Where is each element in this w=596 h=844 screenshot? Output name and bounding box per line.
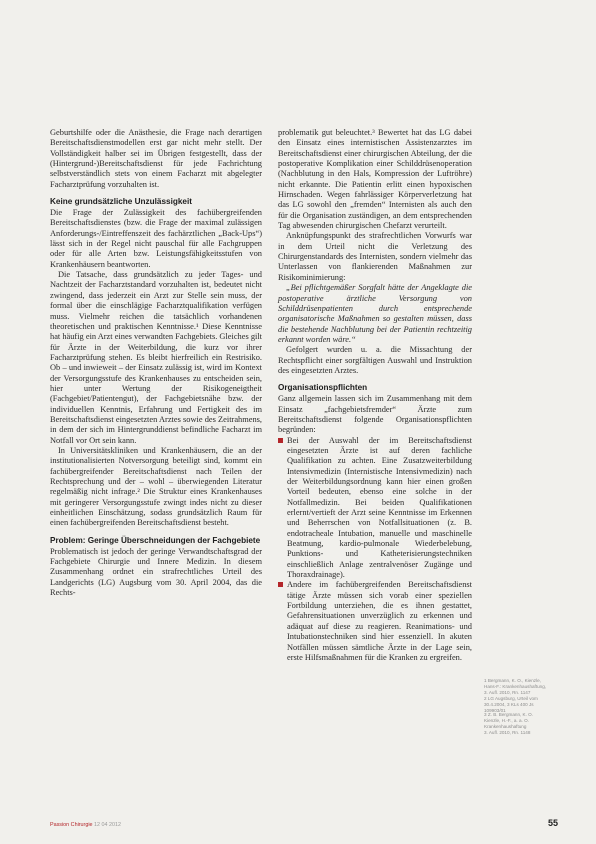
sidenote-line: Krankenhaushaftung <box>484 724 527 729</box>
list-item <box>278 580 472 663</box>
square-bullet-icon <box>278 438 283 443</box>
bullet-list <box>278 436 472 664</box>
paragraph: Die Frage der Zulässigkeit des fachübergreifenden Bereitschaftsdienstes (bzw. die Frage der maximal zulässigen Anforderungs-/Eintreffenszeit des fachärztlichen „Back-Ups“) lässt sich in der Regel nicht pauschal für alle Fachgruppen oder für alle Arten bzw. Leistungsfähigkeitsstufen von Krankenhäusern beantworten. <box>50 208 262 269</box>
sidenote-line: 109903/01 <box>484 708 506 713</box>
left-text-column <box>50 128 262 598</box>
quotation: „Bei pflichtgemäßer Sorgfalt hätte der Angeklagte die postoperative ärztliche Versorgung von Schilddrüsenpatienten durch entsprechende organisatorische Maßnahmen so gestalten müssen, dass die bestehende Nachblutung bei der Patientin rechtzeitig erkannt worden wäre.“ <box>278 283 472 344</box>
sidenote-line: 1 Bergmann, K. O., Kienzle, <box>484 678 541 683</box>
sidenote-references-2 <box>484 712 560 736</box>
page-number: 55 <box>548 818 559 828</box>
sidenote-line: 3. Aufl. 2010, Rn. 1148 <box>484 730 531 735</box>
paragraph: problematik gut beleuchtet.³ Bewertet hat das LG dabei den Einsatz eines internistischen Assistenzarztes im Bereitschaftsdienst einer chirurgischen Abteilung, der die postoperative Komplikation einer Schilddrüsenoperation (Nachblutung in den Hals, Kompression der Luftröhre) nicht erkannte. Die Patientin erlitt einen hypoxischen Hirnschaden. Wegen fahrlässiger Körperverletzung hat das LG sowohl den „fremden“ Internisten als auch den für die Organisation zuständigen, an dem entsprechenden Tag abwesenden chirurgischen Chefarzt verurteilt. <box>278 128 472 231</box>
right-text-column <box>278 128 472 663</box>
sidenote-line: Kienzle, H.-F., a. a. O. <box>484 718 529 723</box>
section-heading: Keine grundsätzliche Unzulässigkeit <box>50 197 192 207</box>
paragraph: In Universitätskliniken und Krankenhäusern, die an der institutionalisierten Notversorgung beteiligt sind, kommt ein fachübergreifender Bereitschaftsdienst nach Teilen der Rechtsprechung und der – wohl – überwiegenden Literatur regelmäßig nicht infrage.² Die Struktur eines Krankenhauses mit geringerer Versorgungsstufe zwingt indes nicht zu dieser einheitlichen Einschätzung, sodass grundsätzlich Raum für einen fachübergreifenden Bereitschaftsdienst besteht. <box>50 445 262 528</box>
sidenote-line: 3. Aufl. 2010, Rn. 1147 <box>484 690 531 695</box>
paragraph: Geburtshilfe oder die Anästhesie, die Frage nach derartigen Bereitschaftsdienstmodellen erst gar nicht mehr stellt. Der Vollständigkeit halber sei im Übrigen festgestellt, dass der (Hintergrund-)Bereitschaftsdienst für jede Fachrichtung selbstverständlich stets von einem Facharzt mit abgelegter Facharztprüfung vorzuhalten ist. <box>50 128 262 189</box>
issue-date: 12 04 2012 <box>94 822 122 828</box>
sidenote-line: Hans-F.: Krankenhaushaftung, <box>484 684 547 689</box>
paragraph: Gefolgert wurden u. a. die Missachtung der Rechtspflicht einer sorgfältigen Auswahl und Instruktion des eingesetzten Arztes. <box>278 345 472 375</box>
square-bullet-icon <box>278 582 283 587</box>
list-item <box>278 436 472 581</box>
paragraph: Problematisch ist jedoch der geringe Verwandtschaftsgrad der Fachgebiete Chirurgie und Innere Medizin. In diesem Zusammenhang ordnet ein strafrechtliches Urteil des Landgerichts (LG) Augsburg vom 30. April 2004, das die Rechts- <box>50 546 262 598</box>
list-item-text: Bei der Auswahl der im Bereitschaftsdienst eingesetzten Ärzte ist auf deren fachliche Qualifikation zu achten. Eine Zusatzweiterbildung Intensivmedizin (Internistische Intensivmedizin) nach der Weiterbildungsordnung kann hier einen großen Vorteil bedeuten, ebenso eine solche in der Notfallmedizin. Bei beiden Qualifikationen erlernt/vertieft der Arzt seine Kenntnisse im Erkennen und Beherrschen von Notfallsituationen (z. B. endotracheale Intubation, manuelle und maschinelle Beatmung, kardio-pulmonale Wiederbelebung, Punktions- und Katheterisierungstechniken einschließlich Anlage zentralvenöser Zugänge und Thoraxdrainage). <box>287 435 472 580</box>
paragraph: Die Tatsache, dass grundsätzlich zu jeder Tages- und Nachtzeit der Facharztstandard vorzuhalten ist, bedeutet nicht zwingend, dass jederzeit ein Arzt zur Stelle sein muss, der formal über die einschlägige Facharztqualifikation verfügen muss. Vielmehr reichen die tatsächlich vorhandenen theoretischen und praktischen Kenntnisse.¹ Diese Kenntnisse hat häufig ein Arzt eines verwandten Fachgebiets. Gleiches gilt für Ärzte in der Weiterbildung, die kurz vor ihrer Facharztprüfung stehen. Es bleibt hierfreilich ein Restrisiko. Ob – und inwieweit – der Einsatz zulässig ist, wird im Kontext der Versorgungsstufe des Krankenhauses zu entscheiden sein, hier unter Wertung der Risikogeneigtheit (Fachgebiet/Patientengut), der Fachgebietsnähe bzw. der individuellen Kenntnis, Erfahrung und Fertigkeit des im Bereitschaftsdienst eingesetzten Arztes sowie des Zeitrahmens, in dem der sich im Hintergrunddienst befindliche Facharzt im Notfall vor Ort sein kann. <box>50 270 262 445</box>
sidenote-line: 3 Z. B. Bergmann, K. O. <box>484 712 534 717</box>
page-footer <box>50 822 121 828</box>
paragraph: Anknüpfungspunkt des strafrechtlichen Vorwurfs war in dem Urteil nicht die Verletzung des Chirurgenstandards des Internisten, sondern vielmehr das Unterlassen von flankierenden Maßnahmen zur Risikominimierung: <box>278 231 472 282</box>
sidenote-line: 30.4.2004, 3 KLs 400 Js <box>484 702 534 707</box>
journal-name: Passion Chirurgie <box>50 822 93 828</box>
sidenote-line: 2 LG Augsburg, Urteil vom <box>484 696 538 701</box>
section-heading: Organisationspflichten <box>278 383 368 393</box>
sidenote-references-1 <box>484 678 560 714</box>
section-heading: Problem: Geringe Überschneidungen der Fachgebiete <box>50 535 261 545</box>
list-item-text: Andere im fachübergreifenden Bereitschaftsdienst tätige Ärzte müssen sich vorab einer speziellen Fortbildung unterziehen, die es ihnen gestattet, Gefahrensituationen unverzüglich zu erkennen und adäquat auf diese zu reagieren. Reanimations- und Intubationstechniken sind hier essenziell. In akuten Notfällen müssen sämtliche Ärzte in der Lage sein, erste Hilfsmaßnahmen für die Kranken zu ergreifen. <box>287 580 472 662</box>
paragraph: Ganz allgemein lassen sich im Zusammenhang mit dem Einsatz „fachgebietsfremder“ Ärzte zum Bereitschaftsdienst folgende Organisationspflichten begründen: <box>278 394 472 435</box>
